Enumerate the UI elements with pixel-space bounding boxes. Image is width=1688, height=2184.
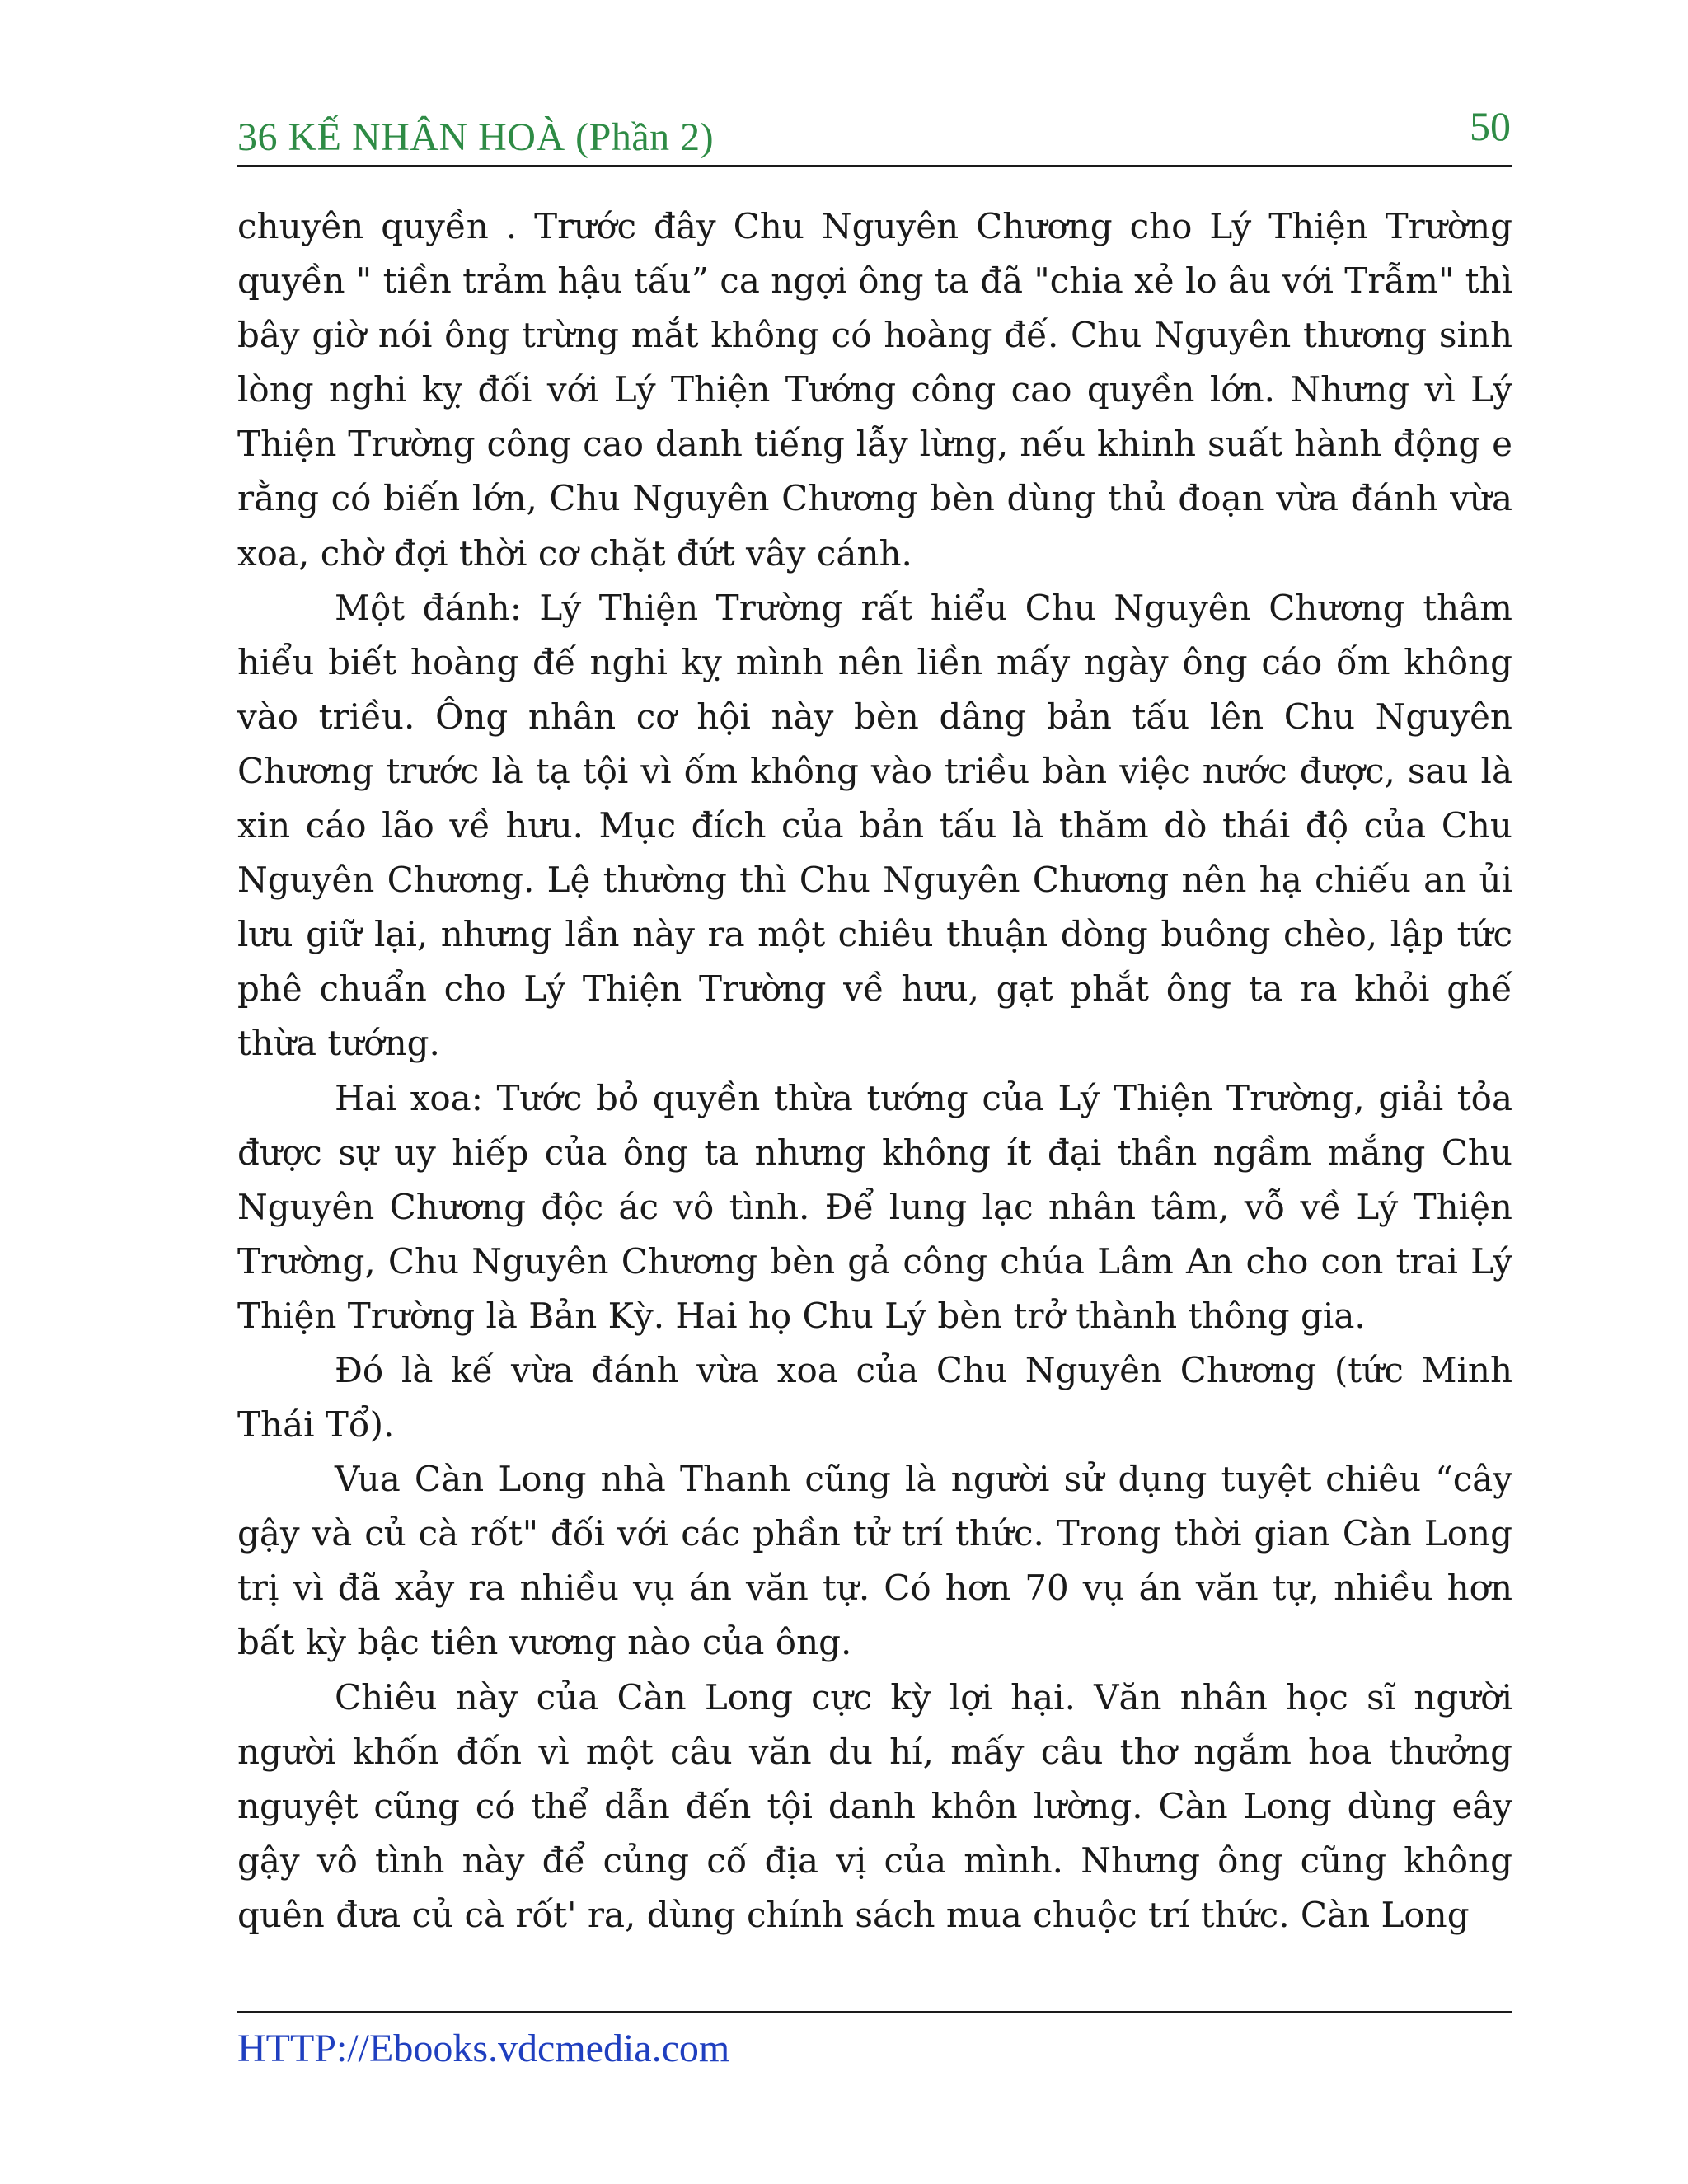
- paragraph: Hai xoa: Tước bỏ quyền thừa tướng của Lý Thiện Trường, giải tỏa được sự uy hiếp của ông ta nhưng không ít đại thần ngầm mắng Chu Nguyên Chương độc ác vô tình. Để lung lạc nhân tâm, vỗ về Lý Thiện Trường, Chu Nguyên Chương bèn gả công chúa Lâm An cho con trai Lý Thiện Trường là Bản Kỳ. Hai họ Chu Lý bèn trở thành thông gia.: [237, 1077, 1512, 1336]
- paragraph: Một đánh: Lý Thiện Trường rất hiểu Chu Nguyên Chương thâm hiểu biết hoàng đế nghi kỵ mình nên liền mấy ngày ông cáo ốm không vào triều. Ông nhân cơ hội này bèn dâng bản tấu lên Chu Nguyên Chương trước là tạ tội vì ốm không vào triều bàn việc nước được, sau là xin cáo lão về hưu. Mục đích của bản tấu là thăm dò thái độ của Chu Nguyên Chương. Lệ thường thì Chu Nguyên Chương nên hạ chiếu an ủi lưu giữ lại, nhưng lần này ra một chiêu thuận dòng buông chèo, lập tức phê chuẩn cho Lý Thiện Trường về hưu, gạt phắt ông ta ra khỏi ghế thừa tướng.: [237, 587, 1512, 1064]
- paragraph: Vua Càn Long nhà Thanh cũng là người sử dụng tuyệt chiêu “cây gậy và củ cà rốt" đối với các phần tử trí thức. Trong thời gian Càn Long trị vì đã xảy ra nhiều vụ án văn tự. Có hơn 70 vụ án văn tự, nhiều hơn bất kỳ bậc tiên vương nào của ông.: [237, 1459, 1512, 1663]
- footer-website-link[interactable]: HTTP://Ebooks.vdcmedia.com: [237, 2027, 730, 2070]
- paragraph: Đó là kế vừa đánh vừa xoa của Chu Nguyên Chương (tức Minh Thái Tổ).: [237, 1349, 1512, 1446]
- header-divider: [237, 165, 1512, 167]
- footer-divider: [237, 2011, 1512, 2013]
- paragraph: Chiêu này của Càn Long cực kỳ lợi hại. Văn nhân học sĩ người người khốn đốn vì một câu văn du hí, mấy câu thơ ngắm hoa thưởng nguyệt cũng có thể dẫn đến tội danh khôn lường. Càn Long dùng eây gậy vô tình này để củng cố địa vị của mình. Nhưng ông cũng không quên đưa củ cà rốt' ra, dùng chính sách mua chuộc trí thức. Càn Long: [237, 1676, 1512, 1935]
- page-header: [237, 103, 1512, 165]
- running-title: 36 KẾ NHÂN HOÀ (Phần 2): [237, 115, 715, 159]
- body-text: [237, 199, 1512, 1943]
- page-number: 50: [1470, 103, 1511, 149]
- paragraph: chuyên quyền . Trước đây Chu Nguyên Chương cho Lý Thiện Trường quyền " tiền trảm hậu tấu” ca ngợi ông ta đã "chia xẻ lo âu với Trẫm" thì bây giờ nói ông trừng mắt không có hoàng đế. Chu Nguyên thương sinh lòng nghi kỵ đối với Lý Thiện Tướng công cao quyền lớn. Nhưng vì Lý Thiện Trường công cao danh tiếng lẫy lừng, nếu khinh suất hành động e rằng có biến lớn, Chu Nguyên Chương bèn dùng thủ đoạn vừa đánh vừa xoa, chờ đợi thời cơ chặt đứt vây cánh.: [237, 206, 1512, 574]
